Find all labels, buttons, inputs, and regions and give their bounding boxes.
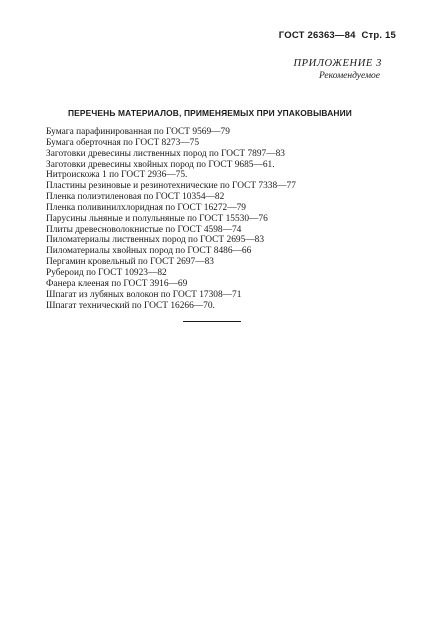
end-divider	[183, 321, 241, 322]
list-item: Пленка полиэтиленовая по ГОСТ 10354—82	[46, 192, 225, 203]
list-item: Пиломатериалы хвойных пород по ГОСТ 8486—66	[46, 246, 252, 257]
list-item: Бумага оберточная по ГОСТ 8273—75	[46, 137, 200, 148]
list-item: Заготовки древесины хвойных пород по ГОСТ 9685—61.	[46, 159, 275, 170]
list-title: ПЕРЕЧЕНЬ МАТЕРИАЛОВ, ПРИМЕНЯЕМЫХ ПРИ УПАКОВЫВАНИИ	[68, 108, 352, 118]
list-item: Пиломатериалы лиственных пород по ГОСТ 2695—83	[46, 235, 265, 246]
list-item: Пластины резиновые и резинотехнические по ГОСТ 7338—77	[46, 181, 296, 192]
list-item: Шпагат из лубяных волокон по ГОСТ 17308—71	[46, 289, 242, 300]
list-item: Пергамин кровельный по ГОСТ 2697—83	[46, 257, 214, 268]
list-item: Парусины льняные и полульняные по ГОСТ 15530—76	[46, 213, 268, 224]
standard-number: ГОСТ 26363—84	[278, 30, 356, 41]
materials-list	[46, 127, 296, 311]
appendix-note: Рекомендуемое	[318, 71, 380, 81]
list-item: Пленка поливинилхлоридная по ГОСТ 16272—79	[46, 202, 246, 213]
list-item: Рубероид по ГОСТ 10923—82	[46, 267, 167, 278]
list-item: Бумага парафинированная по ГОСТ 9569—79	[46, 127, 230, 137]
appendix-title: ПРИЛОЖЕНИЕ 3	[293, 58, 382, 69]
page-header	[279, 30, 396, 41]
page-number: Стр. 15	[361, 30, 396, 41]
list-item: Шпагат технический по ГОСТ 16266—70.	[46, 300, 215, 311]
list-item: Плиты древесноволокнистые по ГОСТ 4598—74	[46, 224, 242, 235]
list-item: Фанера клееная по ГОСТ 3916—69	[46, 278, 188, 289]
list-item: Заготовки древесины лиственных пород по ГОСТ 7897—83	[46, 148, 285, 159]
list-item: Нитроискожа 1 по ГОСТ 2936—75.	[46, 170, 188, 181]
